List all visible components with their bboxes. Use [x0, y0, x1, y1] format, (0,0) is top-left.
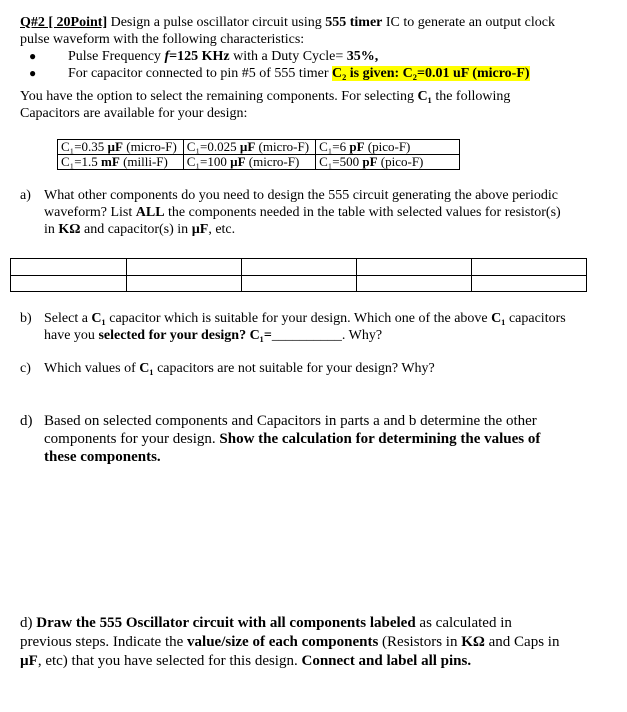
bullet-freq: =125 KHz	[169, 49, 230, 64]
capacitor-options-table	[57, 139, 460, 170]
highlighted-given: C₂ is given: C₂=0.01 uF (micro-F)	[331, 66, 530, 81]
table-col-divider	[241, 259, 242, 291]
table-col-divider	[356, 259, 357, 291]
bullet-dot-icon: ●	[29, 66, 37, 80]
table-row	[58, 155, 460, 170]
intro-text: You have the option to select the remaining components. For selecting	[20, 89, 418, 104]
part-c: c) Which values of C₁ capacitors are not suitable for your design? Why?	[20, 361, 435, 376]
intro-c1: C₁	[417, 89, 432, 104]
table-cell: C₁=0.35 µF (micro-F)	[58, 140, 184, 155]
table-cell: C₁=1.5 mF (milli-F)	[58, 155, 184, 170]
table-cell: C₁=100 µF (micro-F)	[183, 155, 315, 170]
table-cell: C₁=6 pF (pico-F)	[316, 140, 460, 155]
part-a: a) What other components do you need to design the 555 circuit generating the above periodic waveform? List ALL the components needed in the table with selected values for resistor(s) in KΩ and capacitor(s) in µF, etc.	[20, 187, 620, 238]
part-d-drawing: d) Draw the 555 Oscillator circuit with all components labeled as calculated in previous steps. Indicate the value/size of each components (Resistors in KΩ and Caps in µF, etc) that you have selected for this design. Connect and label all pins.	[20, 615, 560, 669]
part-label: a)	[20, 188, 31, 203]
part-label: d)	[20, 413, 33, 429]
header-text: IC to generate an output clock	[382, 15, 555, 30]
part-b: b) Select a C₁ capacitor which is suitable for your design. Which one of the above C₁ capacitors have you selected for your design? C₁=__________. Why?	[20, 311, 566, 343]
answer-table[interactable]	[10, 258, 587, 292]
bullet-text: Pulse Frequency	[68, 49, 165, 64]
header-text: Design a pulse oscillator circuit using	[107, 15, 326, 30]
bullet-list	[0, 48, 627, 82]
header-emph: 555 timer	[325, 15, 383, 30]
table-cell: C₁=0.025 µF (micro-F)	[183, 140, 315, 155]
bullet-dot-icon: ●	[29, 49, 37, 63]
table-col-divider	[126, 259, 127, 291]
bullet-item-capacitor	[0, 65, 627, 82]
table-row-divider	[11, 275, 586, 276]
bullet-f: f	[164, 49, 170, 64]
part-label: b)	[20, 311, 32, 326]
intro-paragraph	[20, 88, 620, 122]
intro-text-2: Capacitors are available for your design:	[20, 106, 248, 121]
table-row	[58, 140, 460, 155]
bullet-duty: 35%,	[346, 49, 379, 64]
answer-blank[interactable]: __________	[271, 328, 342, 343]
bullet-item-frequency	[0, 48, 627, 65]
part-label: c)	[20, 361, 31, 376]
part-a-line: What other components do you need to design the 555 circuit generating the above periodic	[44, 188, 558, 203]
bullet-text: For capacitor connected to pin #5 of 555 timer	[68, 66, 332, 81]
part-d-line: Based on selected components and Capacitors in parts a and b determine the other	[44, 413, 537, 429]
header-line-1	[20, 14, 620, 31]
table-col-divider	[471, 259, 472, 291]
table-cell: C₁=500 pF (pico-F)	[316, 155, 460, 170]
header-line-2: pulse waveform with the following characteristics:	[20, 32, 305, 47]
bullet-text: with a Duty Cycle=	[229, 49, 347, 64]
question-header	[20, 14, 620, 48]
intro-text: the following	[431, 89, 511, 104]
part-d-calculation: d) Based on selected components and Capacitors in parts a and b determine the other components for your design. Show the calculation for determining the values of these components.	[20, 412, 620, 466]
question-number: Q#2 [ 20Point]	[20, 15, 108, 30]
